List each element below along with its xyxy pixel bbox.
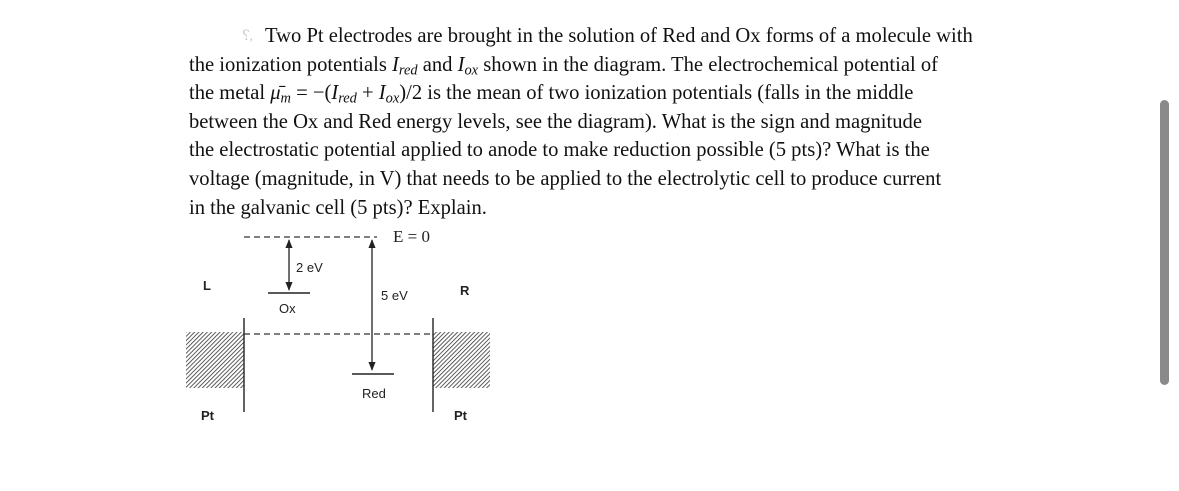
symbol-I-red: $I_{red}$ [331,82,357,107]
faint-margin-mark: ⸮, [242,29,254,44]
left-metal-label: Pt [201,408,214,423]
text-fragment: = −( [290,82,332,105]
problem-line-7: in the galvanic cell (5 pts)? Explain. [189,196,487,219]
symbol-I-ox: $I_{ox}$ [378,82,400,107]
symbol-I-red: $I_{red}$ [392,53,418,79]
right-metal-label: Pt [454,408,467,423]
problem-line-6: voltage (magnitude, in V) that needs to be applied to the electrolytic cell to produce current [189,167,942,190]
text-fragment: shown in the diagram. The electrochemical potential of [478,53,939,76]
text-fragment: and [417,53,458,76]
gap-ox-label: 2 eV [296,260,323,275]
text-fragment: the ionization potentials [189,53,393,76]
text-fragment: )/2 is the mean of two ionization potentials (falls in the middle [399,82,914,105]
red-label: Red [362,386,386,401]
gap-red-label: 5 eV [381,288,408,303]
problem-line-1: Two Pt electrodes are brought in the solution of Red and Ox forms of a molecule with [265,25,973,47]
left-electrode-metal-fill [186,332,244,388]
vacuum-level-label: E = 0 [393,227,430,246]
vertical-scrollbar[interactable] [1160,100,1169,385]
ox-label: Ox [279,301,296,316]
symbol-mu-m: $\mū_m$ [270,82,291,107]
problem-line-4: between the Ox and Red energy levels, see the diagram). What is the sign and magnitude [189,110,922,133]
right-electrode-label: R [460,283,470,298]
text-fragment: the metal [189,82,271,105]
left-electrode-label: L [203,278,211,293]
problem-line-5: the electrostatic potential applied to anode to make reduction possible (5 pts)? What is the [189,139,930,162]
right-electrode-metal-fill [433,332,490,388]
text-fragment: + [356,82,379,105]
symbol-I-ox: $I_{ox}$ [457,53,479,79]
